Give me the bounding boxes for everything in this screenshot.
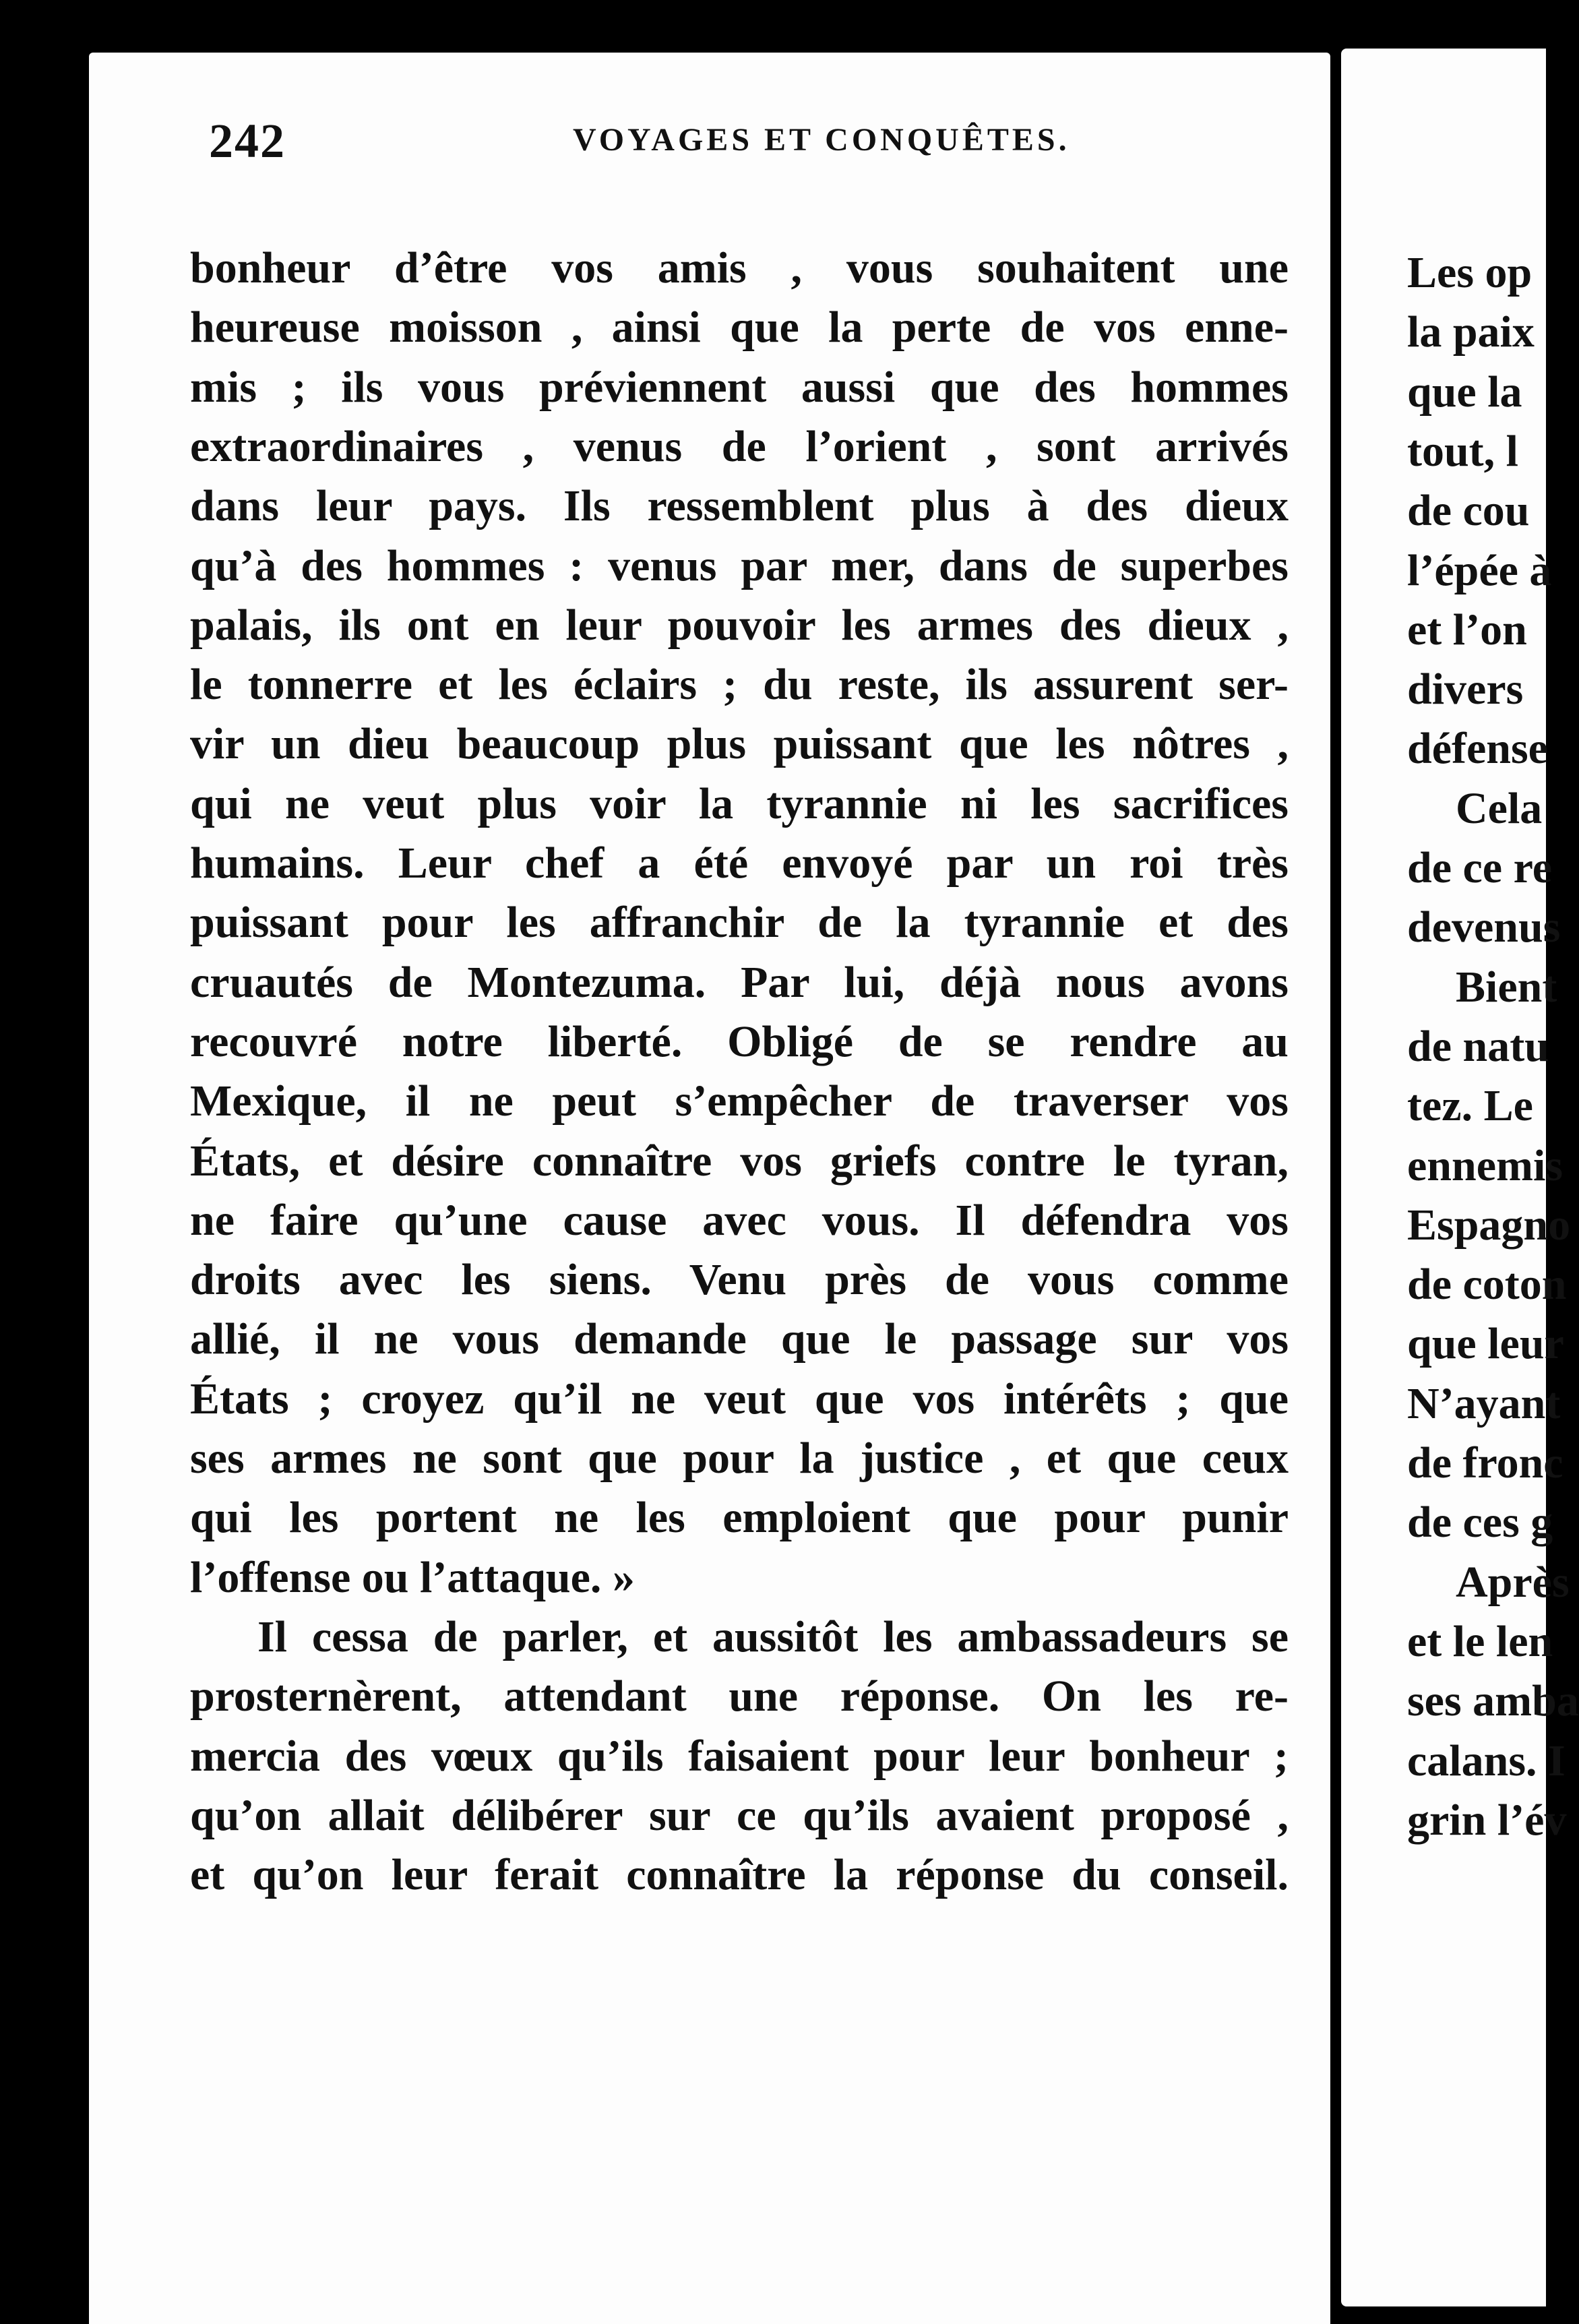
text-line: tez. Le bbox=[1407, 1081, 1533, 1130]
running-header-title: VOYAGES ET CONQUÊTES. bbox=[573, 122, 1070, 158]
text-line: de ces g bbox=[1407, 1498, 1553, 1547]
text-line: mercia des vœux qu’ils faisaient pour leur bonheur ; bbox=[190, 1732, 1289, 1781]
right-book-page bbox=[1341, 49, 1579, 2306]
text-line: la paix bbox=[1407, 307, 1535, 357]
text-line: Cela bbox=[1456, 784, 1543, 833]
text-line: ses armes ne sont que pour la justice , et que ceux bbox=[190, 1434, 1289, 1483]
text-line: de ce re bbox=[1407, 843, 1552, 892]
text-line: de coton bbox=[1407, 1260, 1567, 1309]
text-line: recouvré notre liberté. Obligé de se rendre au bbox=[190, 1017, 1289, 1066]
text-line: et qu’on leur ferait connaître la réponse du conseil. bbox=[190, 1850, 1289, 1899]
text-line: cruautés de Montezuma. Par lui, déjà nous avons bbox=[190, 958, 1289, 1007]
text-line: Mexique, il ne peut s’empêcher de traverser vos bbox=[190, 1076, 1289, 1126]
text-line: qu’on allait délibérer sur ce qu’ils avaient proposé , bbox=[190, 1791, 1289, 1840]
text-line: États ; croyez qu’il ne veut que vos intérêts ; que bbox=[190, 1374, 1289, 1424]
text-line: humains. Leur chef a été envoyé par un roi très bbox=[190, 838, 1289, 888]
text-line: de fronc bbox=[1407, 1438, 1563, 1488]
running-head bbox=[209, 113, 1186, 181]
text-line: défense bbox=[1407, 724, 1548, 773]
text-line: ne faire qu’une cause avec vous. Il défendra vos bbox=[190, 1196, 1289, 1245]
text-line: l’épée à bbox=[1407, 546, 1552, 595]
text-line: qui ne veut plus voir la tyrannie ni les sacrifices bbox=[190, 779, 1289, 828]
text-line: puissant pour les affranchir de la tyrannie et des bbox=[190, 898, 1289, 947]
page-number: 242 bbox=[209, 114, 286, 168]
text-line: Il cessa de parler, et aussitôt les ambassadeurs se bbox=[257, 1612, 1289, 1661]
text-line: heureuse moisson , ainsi que la perte de vos enne- bbox=[190, 303, 1289, 352]
text-line: allié, il ne vous demande que le passage sur vos bbox=[190, 1314, 1289, 1364]
text-line: qui les portent ne les emploient que pour punir bbox=[190, 1493, 1289, 1542]
text-line: ses amba bbox=[1407, 1676, 1579, 1725]
text-line: Les op bbox=[1407, 248, 1532, 297]
text-line: tout, l bbox=[1407, 427, 1518, 476]
text-line: mis ; ils vous préviennent aussi que des hommes bbox=[190, 363, 1289, 412]
text-line: États, et désire connaître vos griefs contre le tyran, bbox=[190, 1136, 1289, 1186]
text-line: grin l’év bbox=[1407, 1796, 1567, 1845]
text-line: dans leur pays. Ils ressemblent plus à des dieux bbox=[190, 481, 1289, 530]
text-line: et le len bbox=[1407, 1617, 1553, 1666]
text-line: qu’à des hommes : venus par mer, dans de superbes bbox=[190, 541, 1289, 590]
text-line: vir un dieu beaucoup plus puissant que les nôtres , bbox=[190, 719, 1289, 768]
text-line: devenus bbox=[1407, 903, 1561, 952]
text-line: que leur bbox=[1407, 1319, 1564, 1368]
text-line: que la bbox=[1407, 367, 1522, 417]
text-line: Après bbox=[1456, 1558, 1570, 1607]
text-line: extraordinaires , venus de l’orient , sont arrivés bbox=[190, 422, 1289, 471]
text-line: Espagno bbox=[1407, 1200, 1571, 1250]
text-line: N’ayant bbox=[1407, 1379, 1561, 1428]
text-line: divers bbox=[1407, 665, 1524, 714]
text-line: palais, ils ont en leur pouvoir les armes des dieux , bbox=[190, 601, 1289, 650]
text-line: calans. I bbox=[1407, 1736, 1566, 1785]
text-line: ennemis bbox=[1407, 1141, 1563, 1190]
text-line: le tonnerre et les éclairs ; du reste, ils assurent ser- bbox=[190, 660, 1289, 709]
text-line: et l’on bbox=[1407, 605, 1527, 654]
text-line: Bient bbox=[1456, 962, 1557, 1012]
text-line: prosternèrent, attendant une réponse. On les re- bbox=[190, 1672, 1289, 1721]
text-line: l’offense ou l’attaque. » bbox=[190, 1553, 635, 1602]
text-line: de natu bbox=[1407, 1022, 1549, 1071]
text-line: de cou bbox=[1407, 486, 1530, 535]
text-line: bonheur d’être vos amis , vous souhaitent une bbox=[190, 243, 1289, 293]
text-line: droits avec les siens. Venu près de vous comme bbox=[190, 1255, 1289, 1304]
